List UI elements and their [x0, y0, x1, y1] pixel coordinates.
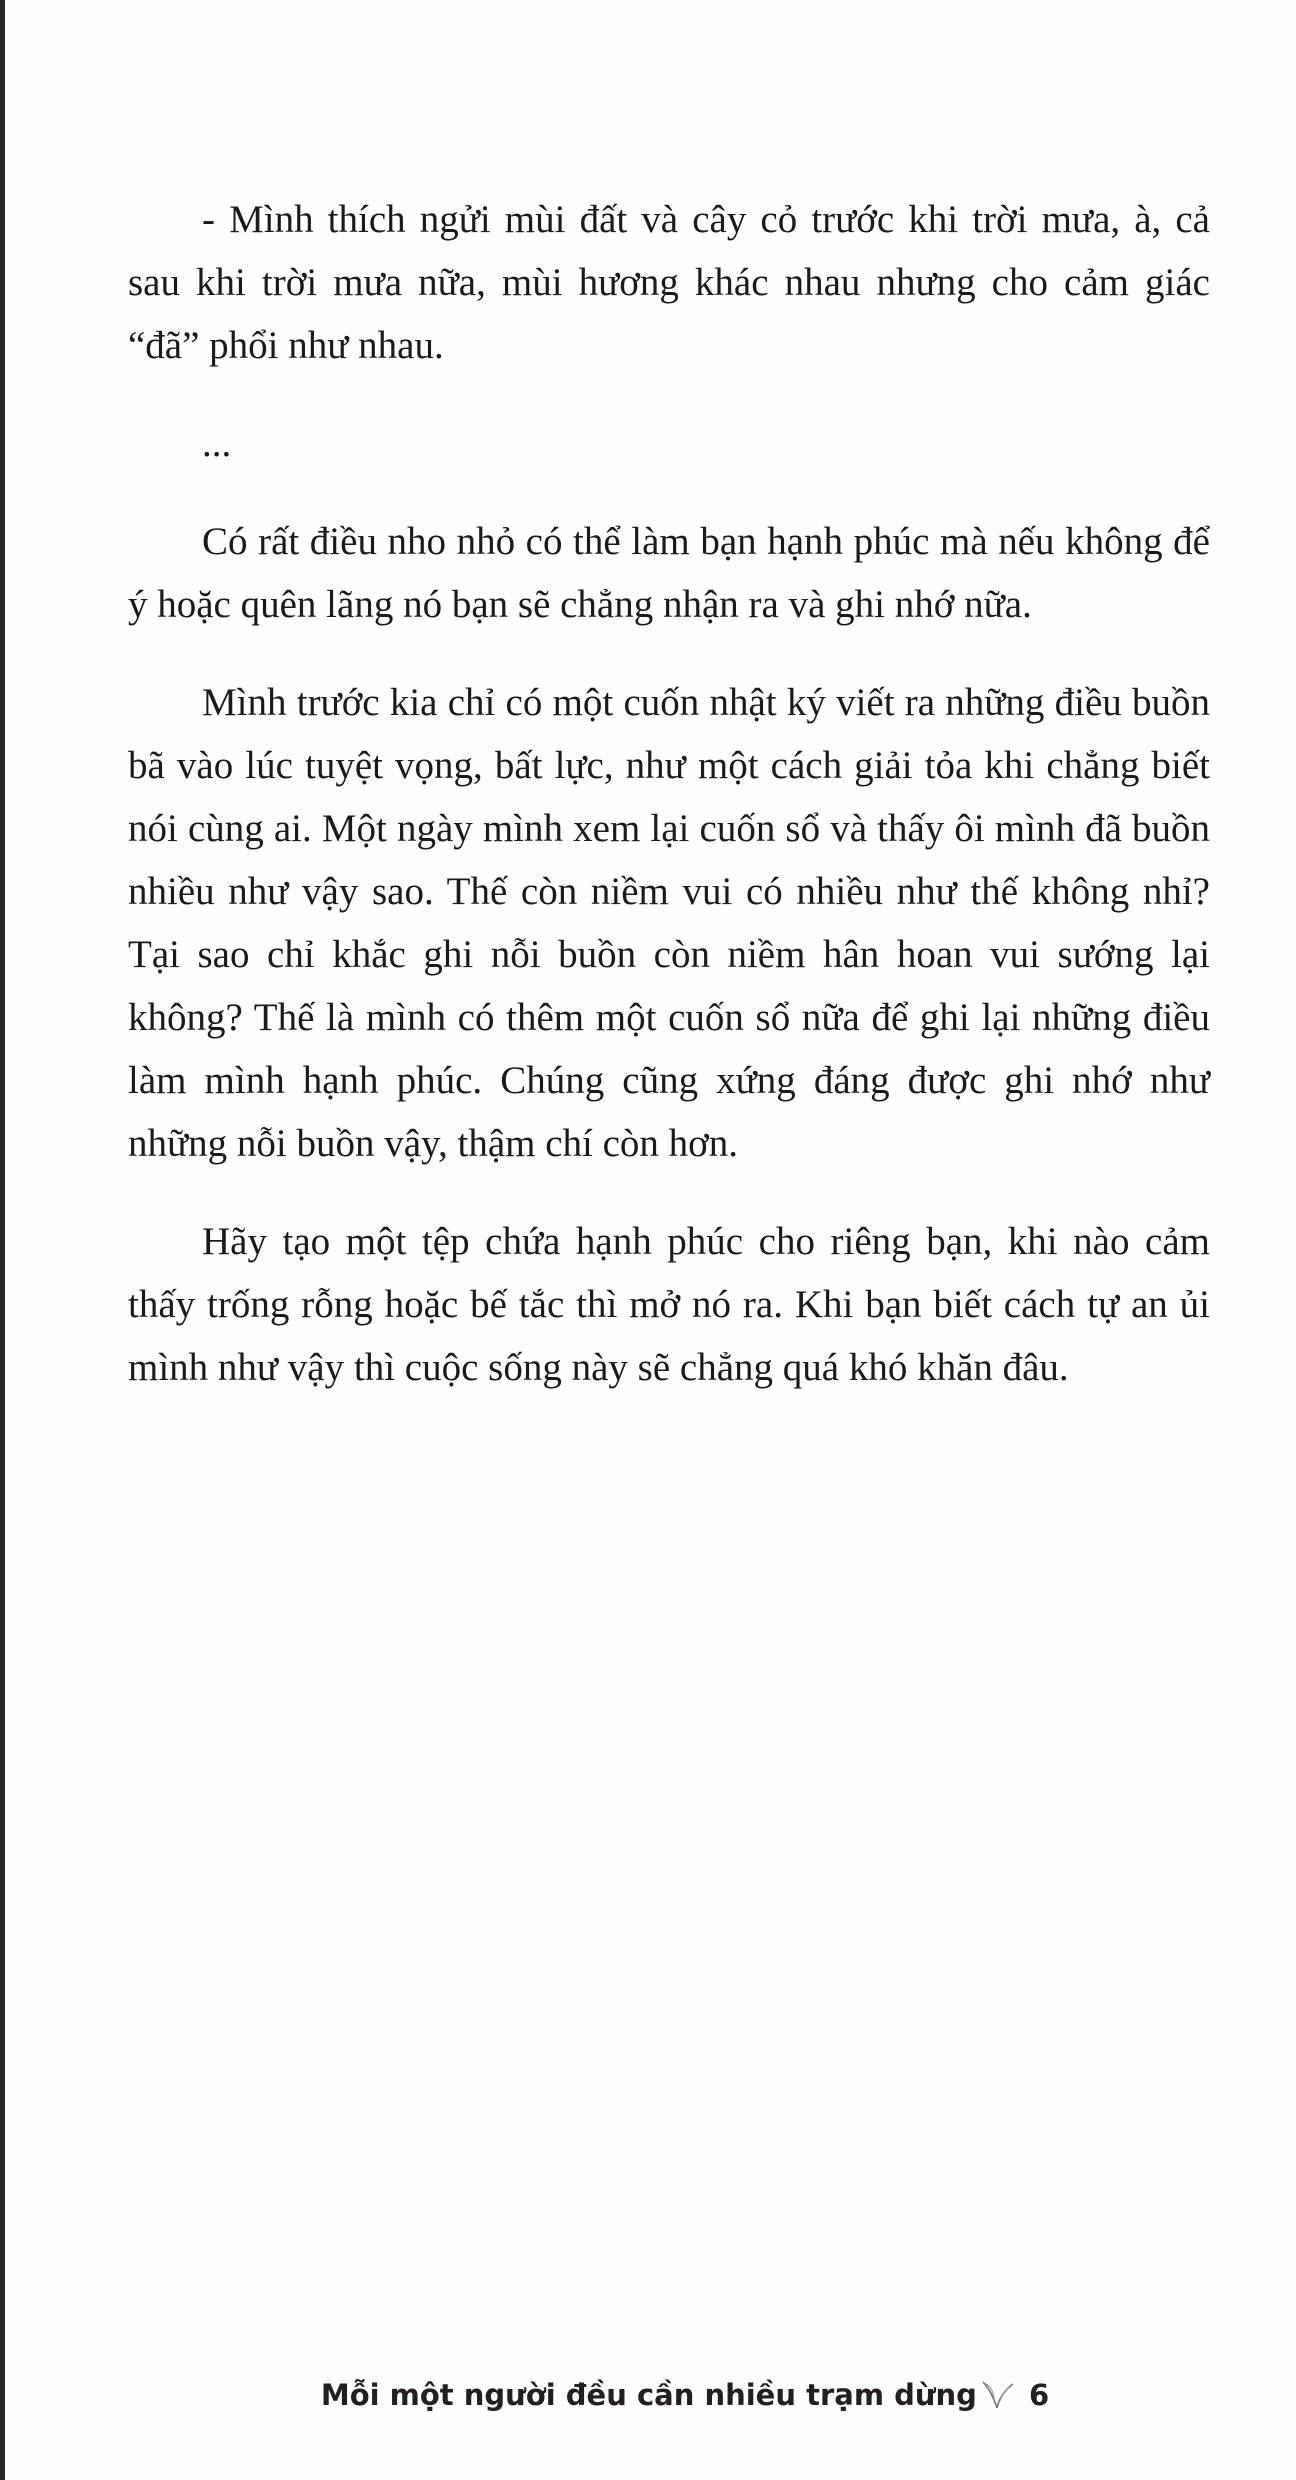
- leaf-icon: [979, 2378, 1019, 2412]
- running-footer: [0, 2378, 1296, 2412]
- body-text: [128, 188, 1210, 1399]
- page-number: 6: [1028, 2378, 1050, 2412]
- ellipsis-line: ...: [202, 422, 232, 465]
- page-edge: [0, 0, 5, 2480]
- paragraph-4: Hãy tạo một tệp chứa hạnh phúc cho riêng bạn, khi nào cảm thấy trống rỗng hoặc bế tắc thì mở nó ra. Khi bạn biết cách tự an ủi mình như vậy thì cuộc sống này sẽ chẳng quá khó khăn đâu.: [128, 1220, 1210, 1389]
- paragraph-3: Mình trước kia chỉ có một cuốn nhật ký viết ra những điều buồn bã vào lúc tuyệt vọng, bất lực, như một cách giải tỏa khi chẳng biết nói cùng ai. Một ngày mình xem lại cuốn sổ và thấy ôi mình đã buồn nhiều như vậy sao. Thế còn niềm vui có nhiều như thế không nhỉ? Tại sao chỉ khắc ghi nỗi buồn còn niềm hân hoan vui sướng lại không? Thế là mình có thêm một cuốn sổ nữa để ghi lại những điều làm mình hạnh phúc. Chúng cũng xứng đáng được ghi nhớ như những nỗi buồn vậy, thậm chí còn hơn.: [128, 681, 1210, 1165]
- book-title: Mỗi một người đều cần nhiều trạm dừng: [320, 2378, 977, 2412]
- paragraph-gap: [128, 636, 1210, 671]
- paragraph-1: - Mình thích ngửi mùi đất và cây cỏ trước khi trời mưa, à, cả sau khi trời mưa nữa, mùi hương khác nhau nhưng cho cảm giác “đã” phổi như nhau.: [128, 198, 1210, 367]
- paragraph-gap: [128, 1175, 1210, 1210]
- paragraph-2: Có rất điều nho nhỏ có thể làm bạn hạnh phúc mà nếu không để ý hoặc quên lãng nó bạn sẽ chẳng nhận ra và ghi nhớ nữa.: [128, 520, 1210, 626]
- paragraph-gap: [128, 377, 1210, 412]
- paragraph-gap: [128, 475, 1210, 510]
